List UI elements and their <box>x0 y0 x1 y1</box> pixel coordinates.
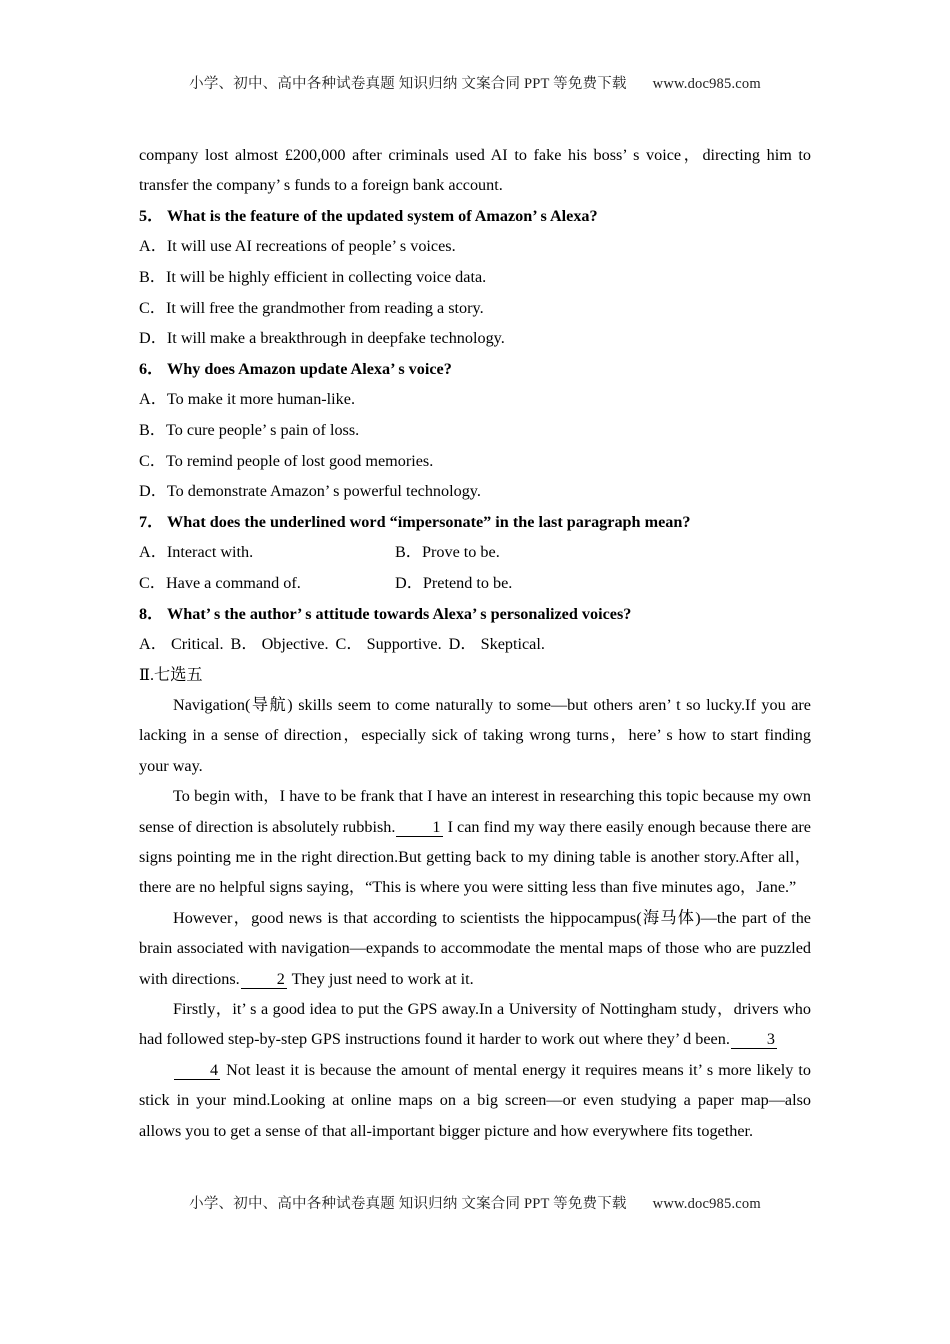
answer-option[interactable] <box>395 537 500 568</box>
header-watermark-url: www.doc985.com <box>652 76 761 92</box>
answer-option[interactable] <box>336 635 442 653</box>
option-label: C． <box>335 635 363 654</box>
answer-option-row <box>139 537 811 568</box>
footer-watermark <box>0 1192 950 1213</box>
reading-passage <box>139 690 811 1146</box>
question-text: Why does Amazon update Alexa’ s voice? <box>163 359 452 378</box>
passage-text: To begin with，I have to be frank that I have an interest in researching this topic because my own sense of direction is absolutely rubbish. <box>139 787 811 836</box>
question-text: What is the feature of the updated system of Amazon’ s Alexa? <box>163 206 598 225</box>
answer-blank[interactable]: 1 <box>396 819 442 837</box>
option-text: To demonstrate Amazon’ s powerful technology. <box>166 482 481 501</box>
option-text: Critical. <box>166 635 224 654</box>
option-label: B． <box>395 543 422 562</box>
question-stem <box>139 599 811 630</box>
option-text: Pretend to be. <box>422 573 513 592</box>
footer-watermark-url: www.doc985.com <box>652 1196 761 1212</box>
question-stem <box>139 507 811 538</box>
questions-container <box>139 201 811 660</box>
answer-option[interactable] <box>139 415 811 446</box>
answer-blank[interactable]: 2 <box>241 971 287 989</box>
answer-blank[interactable]: 3 <box>731 1031 777 1049</box>
option-text: Prove to be. <box>421 543 500 562</box>
header-watermark-text: 小学、初中、高中各种试卷真题 知识归纳 文案合同 PPT 等免费下载 <box>189 76 627 92</box>
option-label: B． <box>230 635 258 654</box>
question-text: What’ s the author’ s attitude towards Alexa’ s personalized voices? <box>163 604 632 623</box>
question-stem <box>139 354 811 385</box>
answer-option[interactable] <box>139 231 811 262</box>
option-text: To cure people’ s pain of loss. <box>165 420 360 439</box>
option-text: Supportive. <box>362 635 442 654</box>
option-text: It will be highly efficient in collecting voice data. <box>165 268 487 286</box>
passage-paragraph <box>139 1055 811 1146</box>
passage-paragraph <box>139 690 811 781</box>
option-label: D． <box>448 635 477 654</box>
question-stem <box>139 201 811 232</box>
answer-option[interactable] <box>231 635 329 653</box>
document-body <box>139 140 811 1146</box>
question-number: 8． <box>139 604 164 623</box>
passage-text: I can find my way there easily enough because there are signs pointing me in the right direction.But getting back to my dining table is another story.After all，there are no helpful signs saying，“This is where you were sitting less than five minutes ago，Jane.” <box>139 817 811 897</box>
option-label: C． <box>139 451 166 470</box>
option-text: It will make a breakthrough in deepfake technology. <box>166 329 505 348</box>
option-label: A． <box>139 543 167 562</box>
option-text: Skeptical. <box>476 635 545 654</box>
option-label: D． <box>139 482 167 501</box>
passage-paragraph <box>139 994 811 1055</box>
answer-blank[interactable]: 4 <box>174 1062 220 1080</box>
option-label: B． <box>139 420 166 439</box>
answer-option[interactable] <box>139 568 301 599</box>
option-text: To remind people of lost good memories. <box>165 451 434 470</box>
answer-option[interactable] <box>139 635 224 653</box>
option-text: To make it more human-like. <box>166 390 356 409</box>
option-text: It will free the grandmother from reading a story. <box>165 298 484 317</box>
option-label: A． <box>139 390 167 409</box>
passage-text: Firstly，it’ s a good idea to put the GPS away.In a University of Nottingham study，drivers who had followed step-by-step GPS instructions found it harder to work out where they’ d been. <box>139 999 811 1049</box>
answer-option[interactable] <box>139 537 253 568</box>
option-label: A． <box>139 237 167 256</box>
answer-option[interactable] <box>139 384 811 415</box>
question-number: 5． <box>139 206 164 225</box>
passage-paragraph <box>139 903 811 994</box>
option-text: Objective. <box>257 635 329 654</box>
passage-continuation: company lost almost £200,000 after criminals used AI to fake his boss’ s voice，directing him to transfer the company’ s funds to a foreign bank account. <box>139 146 811 195</box>
option-label: C． <box>139 573 166 592</box>
footer-watermark-text: 小学、初中、高中各种试卷真题 知识归纳 文案合同 PPT 等免费下载 <box>189 1196 627 1212</box>
option-text: It will use AI recreations of people’ s voices. <box>166 237 456 256</box>
question-text: What does the underlined word “impersonate” in the last paragraph mean? <box>163 512 691 531</box>
question-number: 7． <box>139 512 164 531</box>
option-label: D． <box>139 329 167 348</box>
passage-text: Navigation(导航) skills seem to come naturally to some—but others aren’ t so lucky.If you are lacking in a sense of direction，especially sick of taking wrong turns，here’ s how to start finding your way. <box>139 695 811 775</box>
answer-option[interactable] <box>139 446 811 477</box>
answer-option[interactable] <box>139 293 811 324</box>
option-label: A． <box>139 635 167 654</box>
answer-option[interactable] <box>139 476 811 507</box>
option-label: D． <box>395 573 423 592</box>
option-label: B． <box>139 268 166 286</box>
answer-option-row <box>139 568 811 599</box>
answer-options-inline <box>139 629 811 660</box>
passage-text: However，good news is that according to scientists the hippocampus(海马体)—the part of the brain associated with navigation—expands to accommodate the mental maps of those who are puzzled with directions. <box>139 908 811 988</box>
option-text: Interact with. <box>166 543 254 562</box>
answer-option[interactable] <box>449 635 545 653</box>
answer-option[interactable] <box>139 262 811 293</box>
passage-paragraph <box>139 781 811 903</box>
header-watermark <box>0 72 950 93</box>
option-label: C． <box>139 298 166 317</box>
passage-text: Not least it is because the amount of mental energy it requires means it’ s more likely to stick in your mind.Looking at online maps on a big screen—or even studying a paper map—also allows you to get a sense of that all-important bigger picture and how everywhere fits together. <box>139 1060 811 1140</box>
passage-text: They just need to work at it. <box>287 969 474 988</box>
option-text: Have a command of. <box>165 573 301 592</box>
question-number: 6． <box>139 359 164 378</box>
answer-option[interactable] <box>395 568 512 599</box>
section-heading: Ⅱ.七选五 <box>139 665 203 684</box>
answer-option[interactable] <box>139 323 811 354</box>
